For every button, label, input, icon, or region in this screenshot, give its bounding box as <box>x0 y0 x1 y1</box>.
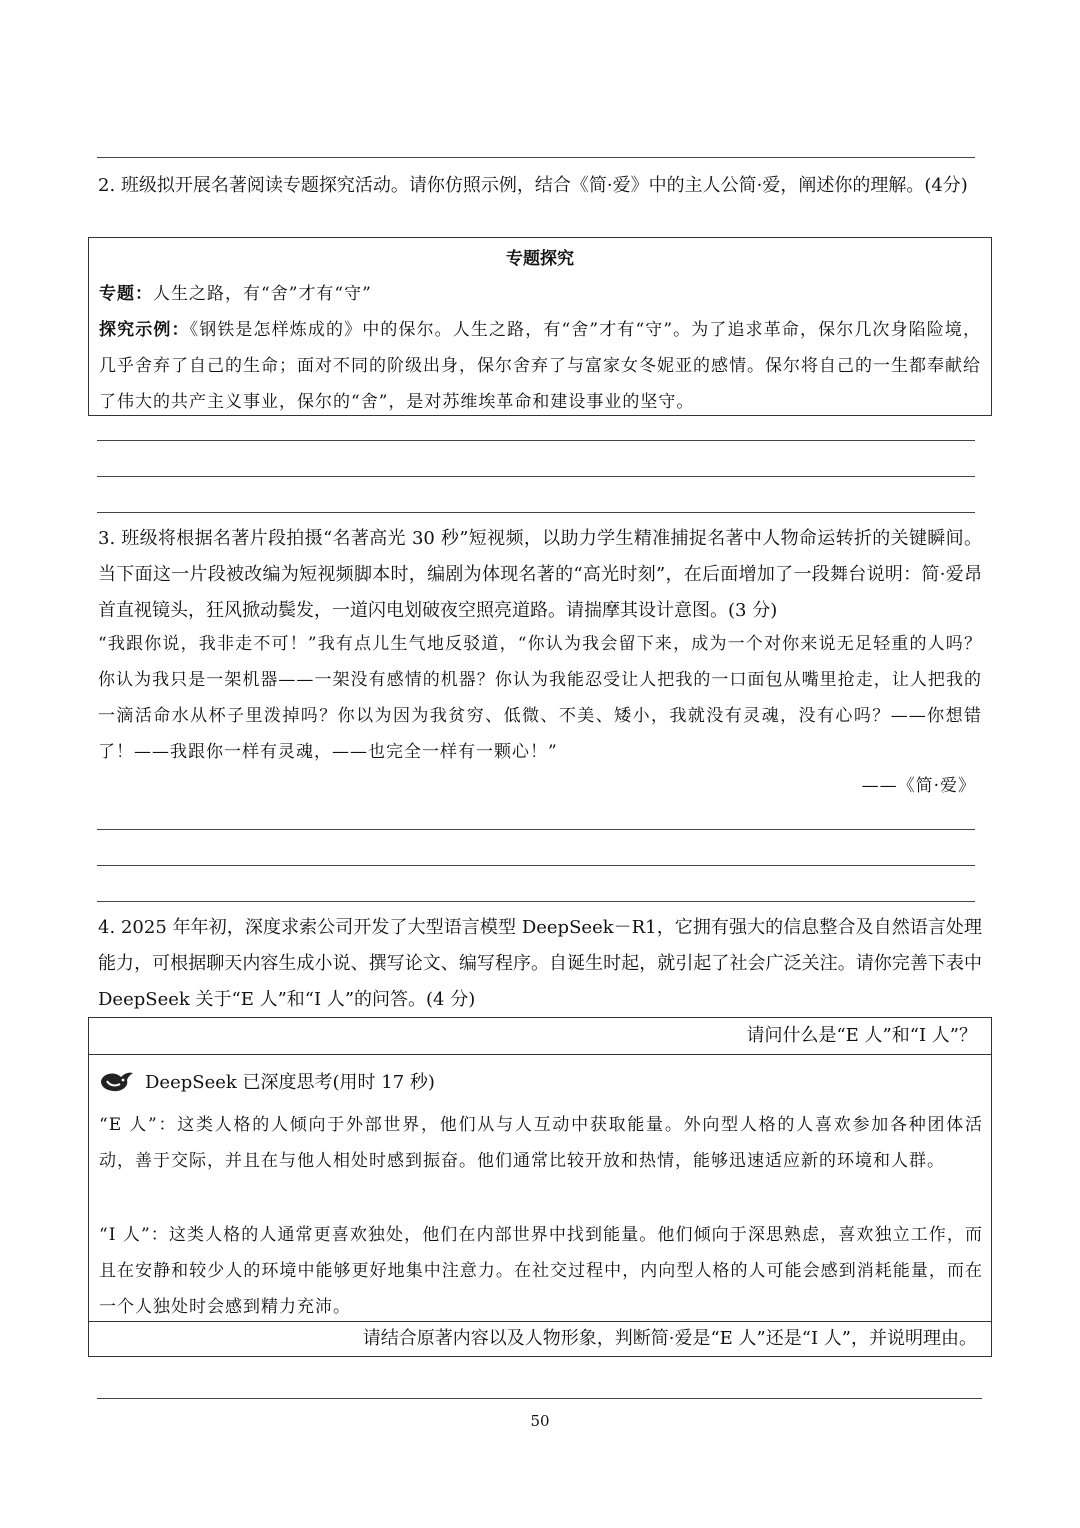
footer-rule <box>97 1398 982 1399</box>
q2-box-title: 专题探究 <box>506 249 574 269</box>
top-rule <box>97 157 975 158</box>
q2-answer-line-3[interactable] <box>97 512 975 513</box>
q4-chat-table <box>88 1017 992 1357</box>
q3-answer-line-2[interactable] <box>97 865 975 866</box>
q4-answer-e: “E 人”：这类人格的人倾向于外部世界，他们从与人互动中获取能量。外向型人格的人喜欢参加各种团体活动，善于交际，并且在与他人相处时感到振奋。他们通常比较开放和热情，能够迅速适应新的环境和人群。 <box>99 1115 983 1171</box>
q2-example-text: 《钢铁是怎样炼成的》中的保尔。人生之路，有“舍”才有“守”。为了追求革命，保尔几次身陷险境，几乎舍弃了自己的生命；面对不同的阶级出身，保尔舍弃了与富家女冬妮亚的感情。保尔将自己的一生都奉献给了伟大的共产主义事业，保尔的“舍”，是对苏维埃革命和建设事业的坚守。 <box>99 320 982 412</box>
deepseek-whale-icon <box>99 1069 135 1093</box>
q4-prompt: 4. 2025 年年初，深度求索公司开发了大型语言模型 DeepSeek－R1，它拥有强大的信息整合及自然语言处理能力，可根据聊天内容生成小说、撰写论文、编写程序。自诞生时起，就引起了社会广泛关注。请你完善下表中 DeepSeek 关于“E 人”和“I 人”的问答。(4 分) <box>98 917 982 1010</box>
q4-follow-up: 请结合原著内容以及人物形象，判断简·爱是“E 人”还是“I 人”，并说明理由。 <box>362 1328 977 1349</box>
q3-answer-line-3[interactable] <box>97 901 975 902</box>
q3-answer-line-1[interactable] <box>97 829 975 830</box>
q2-topic-text: 人生之路，有“舍”才有“守” <box>153 284 372 304</box>
q3-excerpt: “我跟你说，我非走不可！”我有点儿生气地反驳道，“你认为我会留下来，成为一个对你来说无足轻重的人吗？你认为我只是一架机器——一架没有感情的机器？你认为我能忍受让人把我的一口面包从嘴里抢走，让人把我的一滴活命水从杯子里泼掉吗？你以为因为我贫穷、低微、不美、矮小，我就没有灵魂，没有心吗？——你想错了！——我跟你一样有灵魂，——也完全一样有一颗心！” <box>98 634 982 762</box>
q4-answer-i: “I 人”：这类人格的人通常更喜欢独处，他们在内部世界中找到能量。他们倾向于深思熟虑，喜欢独立工作，而且在安静和较少人的环境中能够更好地集中注意力。在社交过程中，内向型人格的人可能会感到消耗能量，而在一个人独处时会感到精力充沛。 <box>99 1225 983 1317</box>
q2-prompt: 2. 班级拟开展名著阅读专题探究活动。请你仿照示例，结合《简·爱》中的主人公简·爱，阐述你的理解。(4分) <box>98 175 968 196</box>
q4-thinking-label: DeepSeek 已深度思考(用时 17 秒) <box>145 1072 435 1093</box>
q4-user-question: 请问什么是“E 人”和“I 人”？ <box>746 1025 977 1046</box>
q3-source: ——《简·爱》 <box>861 776 976 796</box>
q2-topic-label: 专题： <box>99 284 153 304</box>
q4-follow-up-row <box>89 1322 991 1356</box>
q2-example-label: 探究示例： <box>99 320 190 340</box>
q2-answer-line-2[interactable] <box>97 476 975 477</box>
page-number: 50 <box>530 1412 550 1430</box>
q2-topic-box <box>88 237 992 416</box>
q4-user-question-row <box>89 1018 991 1055</box>
q3-prompt: 3. 班级将根据名著片段拍摄“名著高光 30 秒”短视频，以助力学生精准捕捉名著中人物命运转折的关键瞬间。当下面这一片段被改编为短视频脚本时，编剧为体现名著的“高光时刻”，在后面增加了一段舞台说明：简·爱昂首直视镜头，狂风掀动鬓发，一道闪电划破夜空照亮道路。请揣摩其设计意图。(3 分) <box>98 528 982 621</box>
q4-answer-row <box>89 1055 991 1322</box>
q2-answer-line-1[interactable] <box>97 440 975 441</box>
q4-thinking-header <box>99 1063 435 1099</box>
q2-topic-line <box>99 276 981 312</box>
q2-example-paragraph <box>99 312 981 420</box>
